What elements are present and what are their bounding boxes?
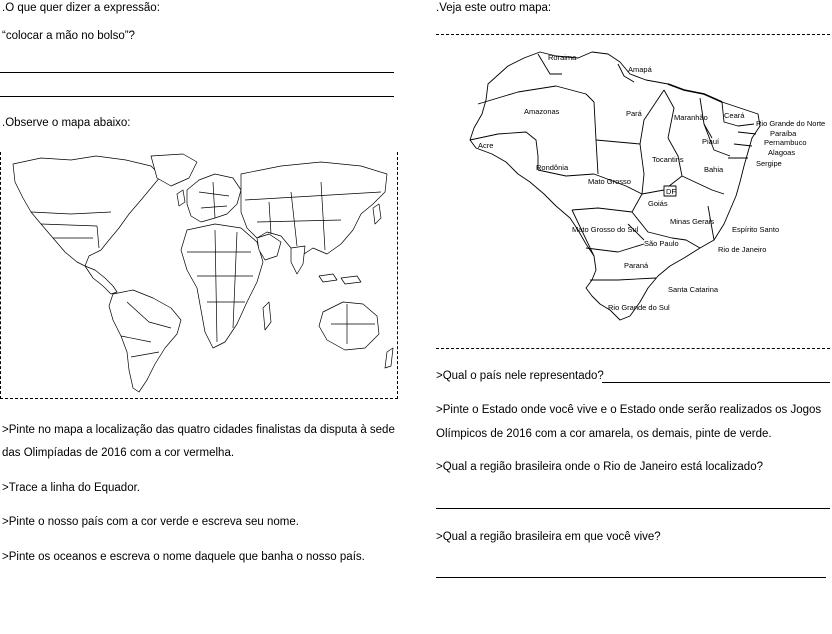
veja-map-label: .Veja este outro mapa: (436, 2, 552, 14)
svg-text:Ceará: Ceará (724, 111, 745, 120)
answer-country-line (602, 382, 830, 383)
instruction-oceans: >Pinte os oceanos e escreva o nome daquele que banha o nosso país. (2, 551, 365, 563)
instruction-cities-2: das Olimpíadas de 2016 com a cor vermelha. (2, 447, 235, 459)
svg-text:Amapá: Amapá (628, 65, 652, 74)
svg-text:Rio de Janeiro: Rio de Janeiro (718, 245, 767, 254)
svg-text:Acre: Acre (478, 141, 494, 150)
svg-text:DF: DF (666, 187, 676, 196)
instruction-cities-1: >Pinte no mapa a localização das quatro cidades finalistas da disputa à sede (2, 424, 395, 436)
answer-line-1 (0, 72, 394, 73)
svg-text:Minas Gerais: Minas Gerais (670, 217, 715, 226)
svg-text:Goiás: Goiás (648, 199, 668, 208)
svg-text:Tocantins: Tocantins (652, 155, 684, 164)
svg-text:Amazonas: Amazonas (524, 107, 560, 116)
svg-text:Rondônia: Rondônia (536, 163, 569, 172)
question-country: >Qual o país nele representado? (436, 370, 604, 382)
world-map (1, 152, 397, 398)
svg-text:Espírito Santo: Espírito Santo (732, 225, 780, 234)
svg-text:Paraná: Paraná (624, 261, 649, 270)
question-region-you: >Qual a região brasileira em que você vive? (436, 531, 661, 543)
observe-map-label: .Observe o mapa abaixo: (2, 117, 131, 129)
question-region-rj: >Qual a região brasileira onde o Rio de Janeiro está localizado? (436, 461, 763, 473)
svg-text:Mato Grosso do Sul: Mato Grosso do Sul (572, 225, 639, 234)
svg-text:Maranhão: Maranhão (674, 113, 708, 122)
svg-text:Piauí: Piauí (702, 137, 720, 146)
instruction-country: >Pinte o nosso país com a cor verde e escreva seu nome. (2, 516, 299, 528)
svg-text:Alagoas: Alagoas (768, 148, 796, 157)
question-expression-quote: “colocar a mão no bolso”? (2, 30, 135, 42)
svg-text:Pará: Pará (626, 109, 642, 118)
instruction-equator: >Trace a linha do Equador. (2, 482, 140, 494)
answer-region-you-line (436, 577, 826, 578)
world-map-box (0, 152, 398, 399)
map-top-divider (436, 34, 830, 35)
map-bottom-divider (436, 348, 830, 349)
svg-text:Roraima: Roraima (548, 53, 577, 62)
question-states-1: >Pinte o Estado onde você vive e o Estado onde serão realizados os Jogos (436, 404, 822, 416)
svg-text:Sergipe: Sergipe (756, 159, 782, 168)
answer-region-rj-line (436, 508, 830, 509)
svg-text:Pernambuco: Pernambuco (764, 138, 807, 147)
brazil-map (468, 44, 830, 322)
svg-text:Bahia: Bahia (704, 165, 724, 174)
question-expression-title: .O que quer dizer a expressão: (2, 2, 160, 14)
answer-line-2 (0, 96, 394, 97)
svg-text:Rio Grande do Sul: Rio Grande do Sul (608, 303, 670, 312)
svg-text:Mato Grosso: Mato Grosso (588, 177, 631, 186)
svg-text:Rio Grande do Norte: Rio Grande do Norte (756, 119, 826, 128)
question-states-2: Olímpicos de 2016 com a cor amarela, os demais, pinte de verde. (436, 428, 772, 440)
svg-text:Santa Catarina: Santa Catarina (668, 285, 719, 294)
svg-text:Paraíba: Paraíba (770, 129, 797, 138)
svg-text:São Paulo: São Paulo (644, 239, 679, 248)
